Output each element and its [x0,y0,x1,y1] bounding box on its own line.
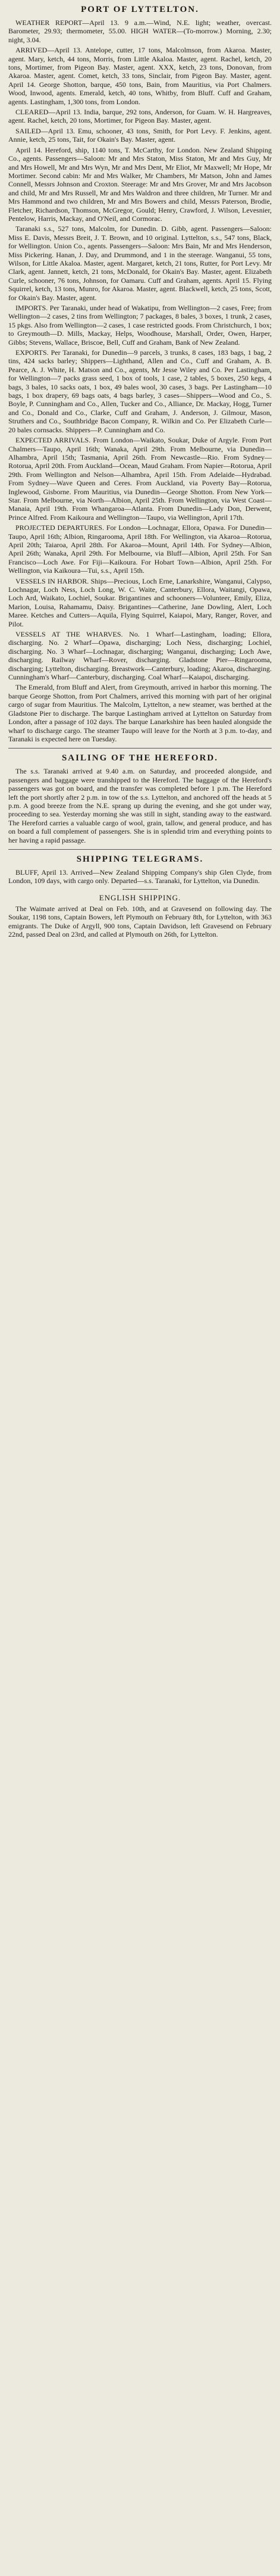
weather-report: WEATHER REPORT—April 13. 9 a.m.—Wind, N.E. light; weather, overcast. Barometer, 29.93; thermometer, 55.00. HIGH WATER—(To-morrow.) Morning, 2.30; night, 3.04. [8,18,272,44]
passenger-list: April 14. Hereford, ship, 1140 tons, T. McCarthy, for London. New Zealand Shipping Co., agents. Passengers—Saloon: Mr and Mrs Staton, Miss Staton, Mr and Mrs Guy, Mr and Mrs Howell, Mr and Mrs Wyn, Mr and Mrs Dent, Mr Eliot, Mr Maxwell; Mr Hope, Mr Mortimer. Second cabin: Mr and Mrs Walker, Mr Chambers, Mr Matson, John and James Connell, Messrs Johnson and Croxton. Steerage: Mr and Mrs Grover, Mr and Mrs Jacobson and child, Mr and Mrs Russell, Mr and Mrs Waldron and three children, Mr Turner. Mr and Mrs Hammond and two children, Mr and Mrs Bowers and child, Messrs Paterson, Brodie, Fletcher, Richardson, Thomson, McGregor, Gould; Henry, Crawford, J. Wilson, Levesnier, Pentelow, Harris, Mackay, and O'Neil, and Cormorac. [8,145,272,223]
vessels-at-wharves: VESSELS AT THE WHARVES. No. 1 Wharf—Lastingham, loading; Ellora, discharging. No. 2 Wharf—Opawa, discharging; Loch Ness, discharging; Lochiel, discharging. No. 3 Wharf—Lochnagar, discharging; Wanganui, discharging; Loch Awe, discharging. Railway Wharf—Rover, discharging. Gladstone Pier—Ringarooma, discharging; Lyttelton, discharging. Breastwork—Canterbury, loading; Akaroa, discharging. Cunningham's Wharf—Canterbury, discharging. Coal Wharf—Kaiapoi, discharging. [8,630,272,682]
article-body: The s.s. Taranaki arrived at 9.40 a.m. on Saturday, and proceeded alongside, and passengers and baggage were transhipped to the Hereford. The baggage of the Hereford's passengers was got on board, and the transfer was completed before 1 p.m. The Hereford left the port shortly after 2 p.m. in tow of the s.s. Lyttelton, and anchored off the heads at 5 p.m. A good breeze from the N.E. sprang up during the evening, and she got under way, proceeding to sea. Yesterday morning she was still in sight, standing away to the eastward. The Hereford carries a valuable cargo of wool, grain, tallow, and general produce, and has on board a full complement of passengers. She is in splendid trim and everything points to her having a rapid passage. [8,767,272,844]
sailed-list: SAILED—April 13. Emu, schooner, 43 tons, Smith, for Port Levy. F. Jenkins, agent. Annie, ketch, 25 tons, Tait, for Okain's Bay. Master, agent. [8,126,272,144]
arrived-list: ARRIVED—April 13. Antelope, cutter, 17 tons, Malcolmson, from Akaroa. Master, agent. Mary, ketch, 44 tons, Morris, from Little Akaloa. Master, agent. Rachel, ketch, 20 tons, Mortimer, from Pigeon Bay. Master, agent. XXX, ketch, 23 tons, Donovan, from Akaroa. Master, agent. Comet, ketch, 33 tons, Sinclair, from Pigeon Bay. Master, agent. April 14. George Shotton, barque, 450 tons, Bain, from Mauritius, via Port Chalmers. Wood, Inwood, agents. Emerald, ketch, 40 tons, Whitby, from Bluff. Cuff and Graham, agents. Lastingham, 1,300 tons, from London. [8,46,272,106]
sailed-list-continued: Taranaki s.s., 527 tons, Malcolm, for Dunedin. D. Gibb, agent. Passengers—Saloon: Miss E. Davis, Messrs Breit, J. T. Brown, and 10 original. Lyttelton, s.s., 547 tons, Black, for Wellington. Union Co., agents. Passengers—Saloon: Mrs Bain, Mr and Mrs Henderson, Miss Pickering. Hanan, J. Day, and Drummond, and 1 in the steerage. Wanganui, 55 tons, Wilson, for Little Akaloa. Master, agent. Margaret, ketch, 21 tons, Rutter, for Port Levy. Mr Clark, agent. Jannett, ketch, 21 tons, McDonald, for Okain's Bay. Master, agent. Elizabeth Curle, schooner, 76 tons, Johnson, for Oamaru. Cuff and Graham, agents. April 15. Flying Squirrel, ketch, 13 tons, Munro, for Akaroa. Master, agent. Blackwell, ketch, 25 tons, Scott, for Okain's Bay. Master, agent. [8,224,272,302]
cleared-list: CLEARED—April 13. India, barque, 292 tons, Anderson, for Guam. W. H. Hargreaves, agent. Rachel, ketch, 20 tons, Mortimer, for Pigeon Bay. Master, agent. [8,108,272,125]
vessels-in-harbor: VESSELS IN HARBOR. Ships—Precious, Loch Erne, Lanarkshire, Wanganui, Calypso, Lochnagar, Loch Ness, Loch Long, W. C. Waite, Canterbury, Ellora, Waitangi, Opawa, Loch Ard, Waikato, Lochiel, Soukar. Brigantines and schooners—Volunteer, Emily, Eliza, Marion, Louisa, Rahamamu, Daisy. Brigantines—Catherine, Jane Dowling, Alert, Loch Maree. Ketches and Cutters—Aquila, Flying Squirrel, Kaiapoi, Mary, Ranger, Rover, and Pilot. [8,576,272,628]
expected-arrivals: EXPECTED ARRIVALS. From London—Waikato, Soukar, Duke of Argyle. From Port Chalmers—Taupo, April 16th; Wanaka, April 29th. From Melbourne, via Dunedin—Alhambra, April 15th; Tasmania, April 26th. From Newcastle—Rio. From Sydney—Rotorua, April 20th. From Auckland—Ocean, Maud Graham. From Napier—Rotorua, April 29th. From Wellington and Nelson—Alhambra, April 15th. From Adelaide—Hydrabad. From Sydney—Wave Queen and Ceres. From Auckland, via Poverty Bay—Rotorua, Inglewood, Gisborne. From Mauritius, via Dunedin—George Shotton. From New York—Star. From Melbourne, via North—Albion, April 25th. From Wellington, via West Coast—Manaia, April 19th. From Whangaroa—Atlanta. From Dunedin—Lady Don, Derwent, Prince Alfred. From Kaikoura and Wellington—Taupo, via Wellington, April 17th. [8,436,272,522]
section-heading: ENGLISH SHIPPING. [99,893,181,902]
section-divider [8,849,272,850]
article-body: The Waimate arrived at Deal on Feb. 10th, and at Gravesend on following day. The Soukar, 1198 tons, Captain Bowers, left Plymouth on February 8th, for Lyttelton, with 363 emigrants. The Duke of Argyll, 900 tons, Captain Davidson, left Gravesend on February 22nd, passed Deal on 23rd, and called at Plymouth on 26th, for Lyttelton. [8,904,272,938]
imports-list: IMPORTS. Per Taranaki, under head of Wakatipu, from Wellington—2 cases, Free; from Wellington—2 cases, 2 tins from Wellington; 7 packages, 8 bales, 3 boxes, 1 trunk, 2 cases, 15 pkgs. Also from Wellington—2 cases, 1 case restricted goods. From Christchurch, 1 box; to Greymouth—D. Mills, Mackay, Helps, Woodhouse, Marshall, Order, Owen, Harper, Gibbs; Stevens, Wallace, Briscoe, Bell, Cuff and Graham, Bank of New Zealand. [8,304,272,347]
section-heading: PORT OF LYTTELTON. [81,5,199,14]
projected-departures: PROJECTED DEPARTURES. For London—Lochnagar, Ellora, Opawa. For Dunedin—Taupo, April 16th; Albion, Ringarooma, April 18th. For Wellington, via Akaroa—Rotorua, April 20th; Taiaroa, April 28th. For Akaroa—Mount, April 14th. For Sydney—Albion, April 26th; Wanaka, April 29th. For Melbourne, via Bluff—Albion, April 25th. For San Francisco—Loch Awe. For Fiji—Kaikoura. For Hobart Town—Albion, April 25th. For Wellington, via Kaikoura—Tui, s.s., April 15th. [8,523,272,575]
section-heading: SAILING OF THE HEREFORD. [61,753,219,763]
section-heading: SHIPPING TELEGRAMS. [76,854,204,864]
exports-list: EXPORTS. Per Taranaki, for Dunedin—9 parcels, 3 trunks, 8 cases, 183 bags, 1 bag, 2 tins, 424 sacks barley; Shippers—Lighthand, Allen and Co., Cuff and Graham, A. B. Pearce, A. J. White, H. Matson and Co., agents, Mr Jesse Wiley and Co. Per Lastingham, for Wellington—7 packs grass seed, 1 box of tools, 1 case, 2 tables, 5 boxes, 250 kegs, 4 bags, 3 bales, 10 sacks oats, 1 box, 49 bales wool, 30 cases, 3 bags. Per Lastingham—10 bags, 1 box drapery, 69 bags oats, 4 bags barley, 3 cases—Shippers—Wood and Co., S. Boyle, P. Cunningham and Co., Allen, Tucker and Co., Alliance, Dr. Mackay, Hogg, Turner and Co., Donald and Co., Clarke, Cuff and Graham, J. Anderson, J. Gilmour, Mason, Struthers and Co., Southbridge Bacon Company, R. Wilkin and Co. Per Elizabeth Curle—20 bales cornsacks. Shippers—P. Cunningham and Co. [8,348,272,434]
section-divider [8,748,272,749]
short-divider [122,889,158,890]
article-body: BLUFF, April 13. Arrived—New Zealand Shipping Company's ship Glen Clyde, from London, 109 days, with cargo only. Departed—s.s. Taranaki, for Lyttelton, via Dunedin. [8,868,272,885]
shipping-notes: The Emerald, from Bluff and Alert, from Greymouth, arrived in harbor this morning. The barque George Shotton, from Port Chalmers, arrived this morning with part of her original cargo of sugar from Mauritius. The Malcolm, Lyttelton, a new steamer, was berthed at the Gladstone Pier to discharge. The barque Lastingham arrived at Lyttelton on Saturday from London, after a passage of 102 days. The barque Lanarkshire has been hauled alongside the wharf to discharge cargo. The steamer Taupo will leave for the North at 3 p.m. to-day, and Taranaki is expected here on Tuesday. [8,683,272,743]
